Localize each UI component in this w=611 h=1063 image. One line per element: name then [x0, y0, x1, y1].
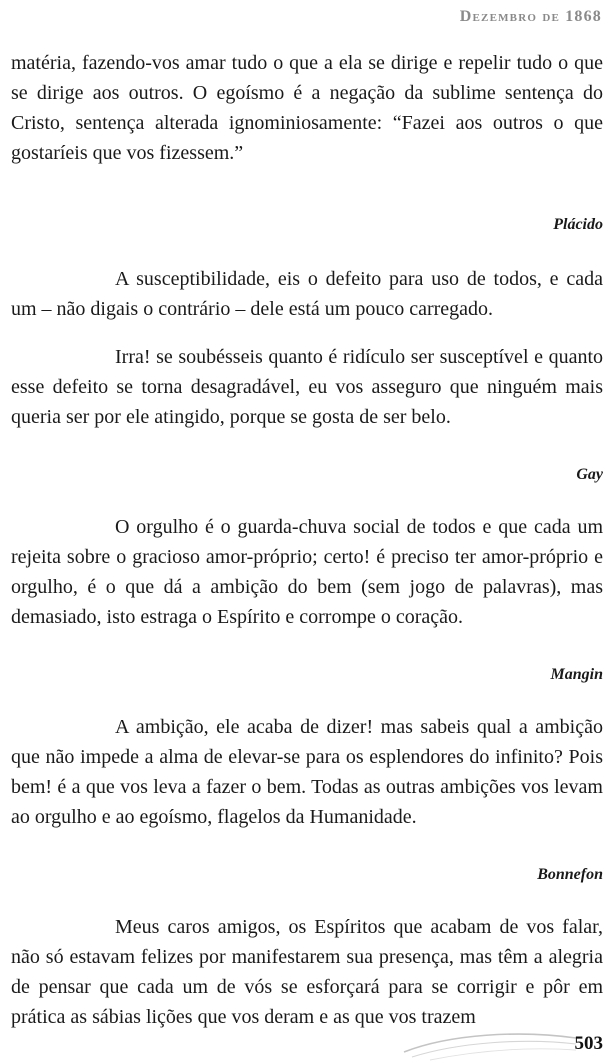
page-footer [400, 1020, 611, 1063]
signature: Bonnefon [537, 866, 603, 883]
paragraph: O orgulho é o guarda-chuva social de todos e que cada um rejeita sobre o gracioso amor-próprio; certo! é preciso ter amor-próprio e orgulho, é o que dá a ambição do bem (sem jogo de palavras), mas demasiado, isto estraga o Espírito e corrompe o coração. [11, 516, 603, 628]
signature: Mangin [550, 666, 603, 683]
paragraph: matéria, fazendo-vos amar tudo o que a ela se dirige e repelir tudo o que se dirige aos outros. O egoísmo é a negação da sublime sentença do Cristo, sentença alterada ignominiosamente: “Fazei aos outros o que gostaríeis que vos fizessem.” [11, 52, 603, 164]
page-number: 503 [574, 1033, 603, 1054]
signature: Plácido [553, 216, 603, 233]
running-header: Dezembro de 1868 [459, 8, 602, 25]
page-body [11, 48, 603, 1032]
paragraph: A ambição, ele acaba de dizer! mas sabeis qual a ambição que não impede a alma de elevar-se para os esplendores do infinito? Pois bem! é a que vos leva a fazer o bem. Todas as outras ambições vos levam ao orgulho e ao egoísmo, flagelos da Humanidade. [11, 716, 603, 828]
paragraph: Meus caros amigos, os Espíritos que acabam de vos falar, não só estavam felizes por manifestarem sua presença, mas têm a alegria de pensar que cada um de vós se esforçará para se corrigir e pôr em prática as sábias lições que vos deram e as que vos trazem [11, 916, 603, 1028]
paragraph: Irra! se soubésseis quanto é ridículo ser susceptível e quanto esse defeito se torna desagradável, eu vos asseguro que ninguém mais queria ser por ele atingido, porque se gosta de ser belo. [11, 346, 603, 428]
swoosh-ornament-icon [400, 1020, 580, 1063]
signature: Gay [576, 466, 603, 483]
paragraph: A susceptibilidade, eis o defeito para uso de todos, e cada um – não digais o contrário – dele está um pouco carregado. [11, 268, 603, 320]
